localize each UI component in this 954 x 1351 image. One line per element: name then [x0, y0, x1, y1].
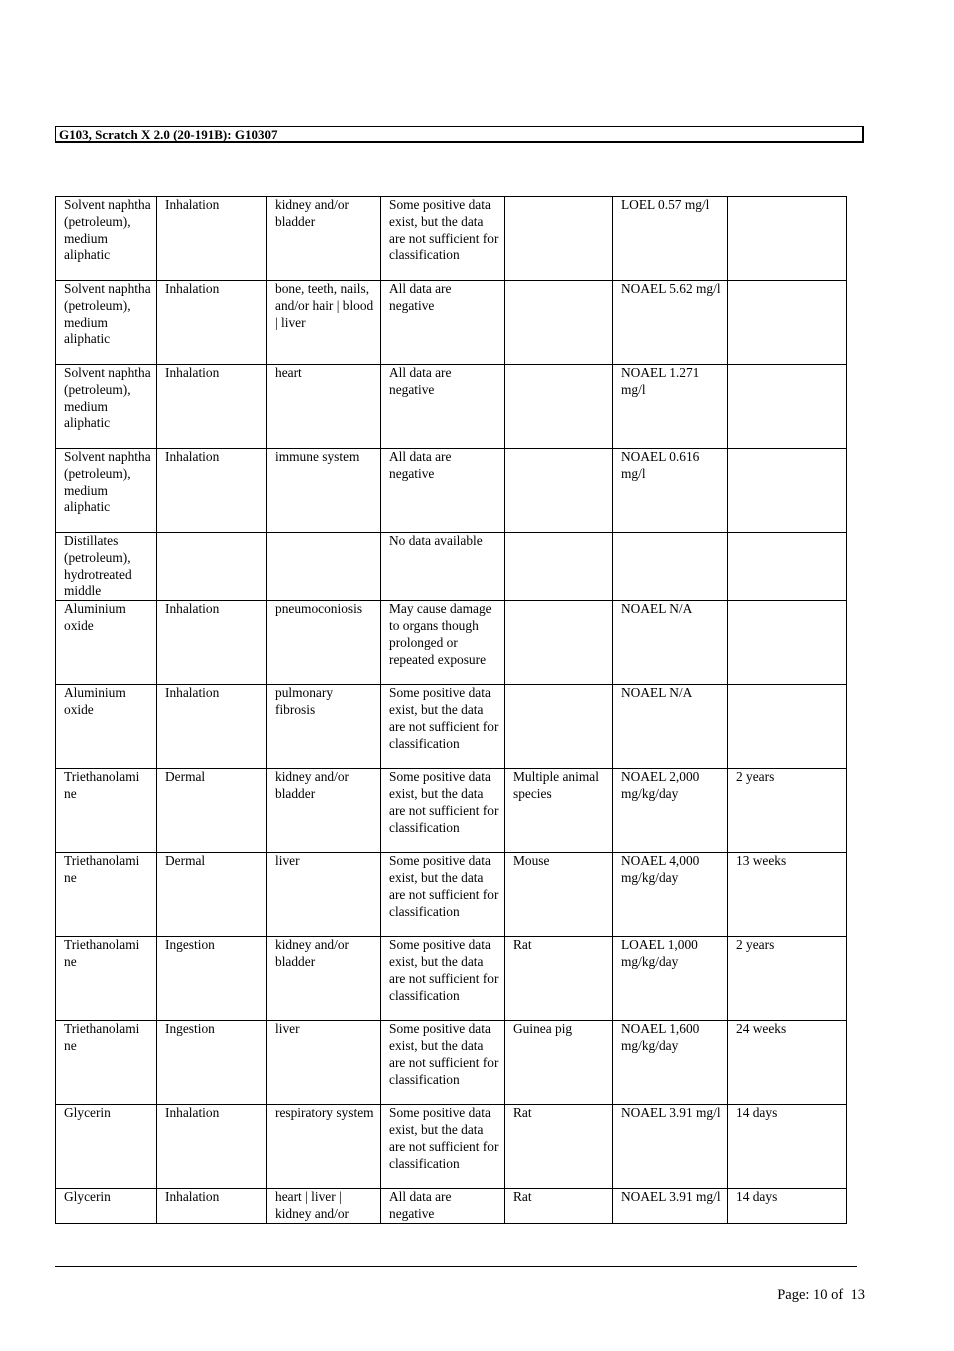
- cell-exposure-duration: [728, 281, 847, 365]
- cell-target-organ: kidney and/or bladder: [267, 769, 381, 853]
- cell-value: All data are negative: [381, 365, 505, 449]
- cell-species: Multiple animal species: [505, 769, 613, 853]
- cell-value: Some positive data exist, but the data are not sufficient for classification: [381, 1105, 505, 1189]
- cell-target-organ: liver: [267, 1021, 381, 1105]
- cell-test-result: LOEL 0.57 mg/l: [613, 197, 728, 281]
- cell-exposure-duration: 2 years: [728, 937, 847, 1021]
- cell-target-organ: immune system: [267, 449, 381, 533]
- cell-route: Dermal: [157, 769, 267, 853]
- cell-species: Rat: [505, 1189, 613, 1224]
- cell-exposure-duration: 2 years: [728, 769, 847, 853]
- cell-substance: Glycerin: [56, 1189, 157, 1224]
- cell-test-result: [613, 533, 728, 601]
- cell-substance: Solvent naphtha (petroleum), medium aliphatic: [56, 281, 157, 365]
- cell-value: All data are negative: [381, 449, 505, 533]
- cell-exposure-duration: [728, 601, 847, 685]
- table-row: [56, 685, 847, 769]
- cell-target-organ: [267, 533, 381, 601]
- cell-exposure-duration: 14 days: [728, 1189, 847, 1224]
- cell-species: [505, 685, 613, 769]
- target-organ-toxicity-table: [55, 196, 847, 1224]
- cell-route: Inhalation: [157, 601, 267, 685]
- cell-substance: Glycerin: [56, 1105, 157, 1189]
- cell-test-result: NOAEL 0.616 mg/l: [613, 449, 728, 533]
- cell-substance: Aluminium oxide: [56, 685, 157, 769]
- cell-substance: Solvent naphtha (petroleum), medium aliphatic: [56, 197, 157, 281]
- cell-exposure-duration: [728, 533, 847, 601]
- cell-route: Inhalation: [157, 1189, 267, 1224]
- cell-substance: Distillates (petroleum), hydrotreated middle: [56, 533, 157, 601]
- cell-value: Some positive data exist, but the data are not sufficient for classification: [381, 853, 505, 937]
- cell-test-result: NOAEL 1,600 mg/kg/day: [613, 1021, 728, 1105]
- cell-target-organ: pulmonary fibrosis: [267, 685, 381, 769]
- cell-route: [157, 533, 267, 601]
- table-row: [56, 533, 847, 601]
- cell-test-result: NOAEL 5.62 mg/l: [613, 281, 728, 365]
- cell-species: Rat: [505, 937, 613, 1021]
- table-row: [56, 1021, 847, 1105]
- table-row: [56, 197, 847, 281]
- cell-species: [505, 533, 613, 601]
- cell-exposure-duration: [728, 365, 847, 449]
- cell-route: Ingestion: [157, 1021, 267, 1105]
- cell-value: All data are negative: [381, 281, 505, 365]
- cell-route: Inhalation: [157, 281, 267, 365]
- cell-substance: Triethanolami ne: [56, 769, 157, 853]
- cell-route: Inhalation: [157, 1105, 267, 1189]
- cell-test-result: NOAEL 3.91 mg/l: [613, 1105, 728, 1189]
- cell-substance: Solvent naphtha (petroleum), medium aliphatic: [56, 449, 157, 533]
- cell-test-result: NOAEL N/A: [613, 685, 728, 769]
- table-row: [56, 281, 847, 365]
- cell-species: Mouse: [505, 853, 613, 937]
- cell-test-result: NOAEL N/A: [613, 601, 728, 685]
- cell-target-organ: heart: [267, 365, 381, 449]
- document-header-title: G103, Scratch X 2.0 (20-191B): G10307: [55, 126, 864, 143]
- cell-route: Inhalation: [157, 365, 267, 449]
- cell-test-result: NOAEL 4,000 mg/kg/day: [613, 853, 728, 937]
- cell-target-organ: kidney and/or bladder: [267, 197, 381, 281]
- cell-species: [505, 601, 613, 685]
- cell-exposure-duration: [728, 685, 847, 769]
- cell-substance: Triethanolami ne: [56, 1021, 157, 1105]
- cell-route: Inhalation: [157, 197, 267, 281]
- table-row: [56, 601, 847, 685]
- cell-substance: Triethanolami ne: [56, 937, 157, 1021]
- table-body: [56, 197, 847, 1224]
- cell-test-result: NOAEL 2,000 mg/kg/day: [613, 769, 728, 853]
- cell-test-result: NOAEL 3.91 mg/l: [613, 1189, 728, 1224]
- cell-target-organ: bone, teeth, nails, and/or hair | blood | liver: [267, 281, 381, 365]
- table-row: [56, 853, 847, 937]
- cell-value: All data are negative: [381, 1189, 505, 1224]
- cell-route: Dermal: [157, 853, 267, 937]
- cell-value: No data available: [381, 533, 505, 601]
- cell-species: [505, 449, 613, 533]
- cell-exposure-duration: [728, 449, 847, 533]
- cell-route: Inhalation: [157, 685, 267, 769]
- cell-value: Some positive data exist, but the data are not sufficient for classification: [381, 685, 505, 769]
- cell-test-result: LOAEL 1,000 mg/kg/day: [613, 937, 728, 1021]
- table-row: [56, 937, 847, 1021]
- cell-exposure-duration: 13 weeks: [728, 853, 847, 937]
- cell-route: Ingestion: [157, 937, 267, 1021]
- cell-species: Rat: [505, 1105, 613, 1189]
- cell-substance: Triethanolami ne: [56, 853, 157, 937]
- cell-exposure-duration: [728, 197, 847, 281]
- cell-species: [505, 365, 613, 449]
- cell-exposure-duration: 14 days: [728, 1105, 847, 1189]
- cell-value: Some positive data exist, but the data are not sufficient for classification: [381, 769, 505, 853]
- cell-species: [505, 197, 613, 281]
- footer-divider: [55, 1266, 857, 1267]
- cell-target-organ: heart | liver | kidney and/or: [267, 1189, 381, 1224]
- cell-target-organ: pneumoconiosis: [267, 601, 381, 685]
- cell-value: Some positive data exist, but the data are not sufficient for classification: [381, 197, 505, 281]
- table-row: [56, 365, 847, 449]
- table-row: [56, 769, 847, 853]
- table-row: [56, 449, 847, 533]
- cell-value: May cause damage to organs though prolonged or repeated exposure: [381, 601, 505, 685]
- table-row: [56, 1189, 847, 1224]
- cell-species: [505, 281, 613, 365]
- cell-value: Some positive data exist, but the data are not sufficient for classification: [381, 937, 505, 1021]
- cell-test-result: NOAEL 1.271 mg/l: [613, 365, 728, 449]
- cell-substance: Aluminium oxide: [56, 601, 157, 685]
- cell-substance: Solvent naphtha (petroleum), medium aliphatic: [56, 365, 157, 449]
- cell-target-organ: respiratory system: [267, 1105, 381, 1189]
- cell-exposure-duration: 24 weeks: [728, 1021, 847, 1105]
- cell-route: Inhalation: [157, 449, 267, 533]
- cell-target-organ: liver: [267, 853, 381, 937]
- cell-species: Guinea pig: [505, 1021, 613, 1105]
- table-row: [56, 1105, 847, 1189]
- cell-target-organ: kidney and/or bladder: [267, 937, 381, 1021]
- cell-value: Some positive data exist, but the data are not sufficient for classification: [381, 1021, 505, 1105]
- page-number: Page: 10 of 13: [777, 1287, 865, 1303]
